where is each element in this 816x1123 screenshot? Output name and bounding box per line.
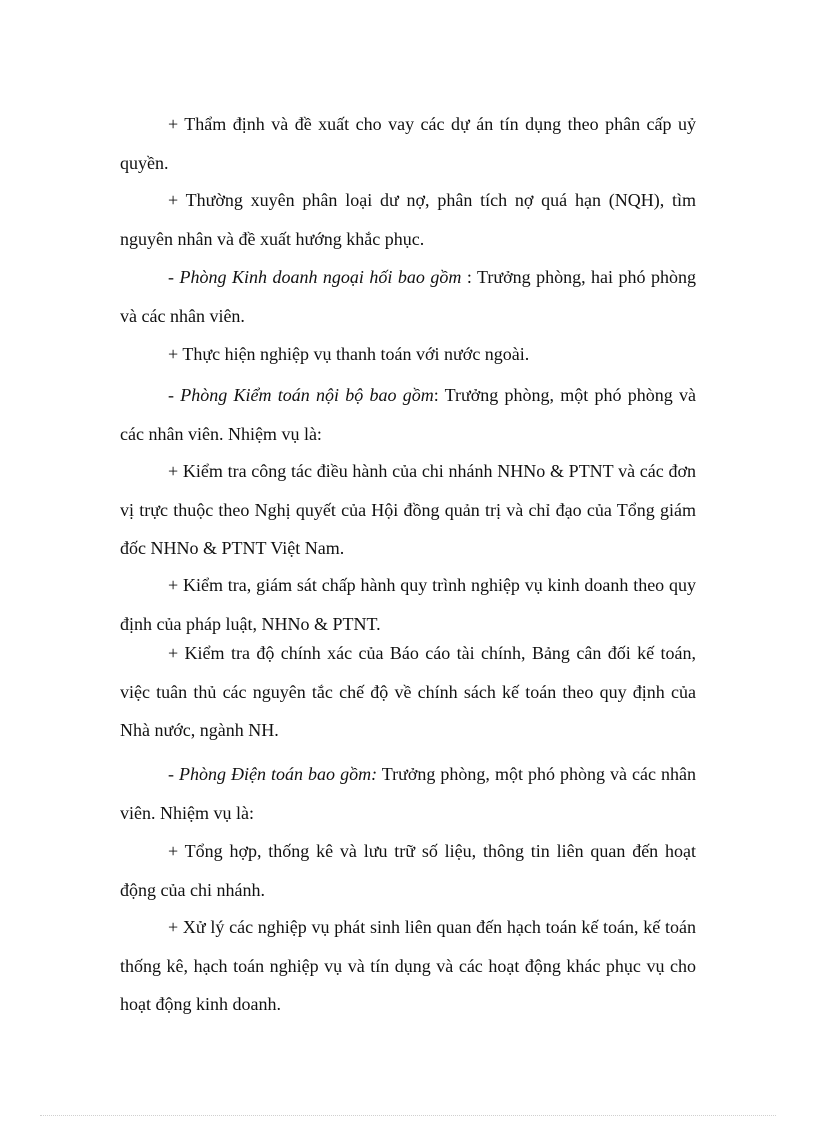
paragraph-audit-compliance [120,566,696,643]
paragraph-lead: - [168,267,180,287]
paragraph-text: + Kiểm tra, giám sát chấp hành quy trình nghiệp vụ kinh doanh theo quy định của pháp luật, NHNo & PTNT. [120,575,696,634]
paragraph-processing [120,908,696,1024]
paragraph-text: : Trưởng phòng, hai phó phòng và các nhân viên. [120,267,696,326]
department-name: Phòng Điện toán bao gồm: [179,764,378,784]
paragraph-text: + Thực hiện nghiệp vụ thanh toán với nước ngoài. [168,344,530,364]
paragraph-text: + Tổng hợp, thống kê và lưu trữ số liệu, thông tin liên quan đến hoạt động của chi nhánh. [120,841,696,900]
paragraph-text: + Kiểm tra công tác điều hành của chi nhánh NHNo & PTNT và các đơn vị trực thuộc theo Nghị quyết của Hội đồng quản trị và chỉ đạo của Tổng giám đốc NHNo & PTNT Việt Nam. [120,461,696,558]
paragraph-lead: - [168,764,180,784]
paragraph-appraisal [120,105,696,182]
paragraph-audit-operations [120,452,696,568]
paragraph-text: + Thẩm định và đề xuất cho vay các dự án tín dụng theo phân cấp uỷ quyền. [120,114,696,173]
department-name: Phòng Kinh doanh ngoại hối bao gồm [179,267,462,287]
paragraph-debt-classification [120,181,696,258]
paragraph-it-department [120,755,696,832]
paragraph-foreign-payment [120,335,696,374]
paragraph-statistics [120,832,696,909]
page-bottom-divider [40,1115,776,1116]
paragraph-text: + Xử lý các nghiệp vụ phát sinh liên quan đến hạch toán kế toán, kế toán thống kê, hạch toán nghiệp vụ và tín dụng và các hoạt động khác phục vụ cho hoạt động kinh doanh. [120,917,696,1014]
paragraph-text: + Thường xuyên phân loại dư nợ, phân tích nợ quá hạn (NQH), tìm nguyên nhân và đề xuất hướng khắc phục. [120,190,696,249]
paragraph-forex-department [120,258,696,335]
paragraph-lead: - [168,385,181,405]
paragraph-text: Trưởng phòng, một phó phòng và các nhân viên. Nhiệm vụ là: [120,764,696,823]
paragraph-audit-department [120,376,696,453]
department-name: Phòng Kiểm toán nội bộ bao gồm [180,385,434,405]
paragraph-text: : Trưởng phòng, một phó phòng và các nhân viên. Nhiệm vụ là: [120,385,696,444]
paragraph-text: + Kiểm tra độ chính xác của Báo cáo tài chính, Bảng cân đối kế toán, việc tuân thủ các nguyên tắc chế độ về chính sách kế toán theo quy định của Nhà nước, ngành NH. [120,643,696,740]
paragraph-audit-financial [120,634,696,750]
